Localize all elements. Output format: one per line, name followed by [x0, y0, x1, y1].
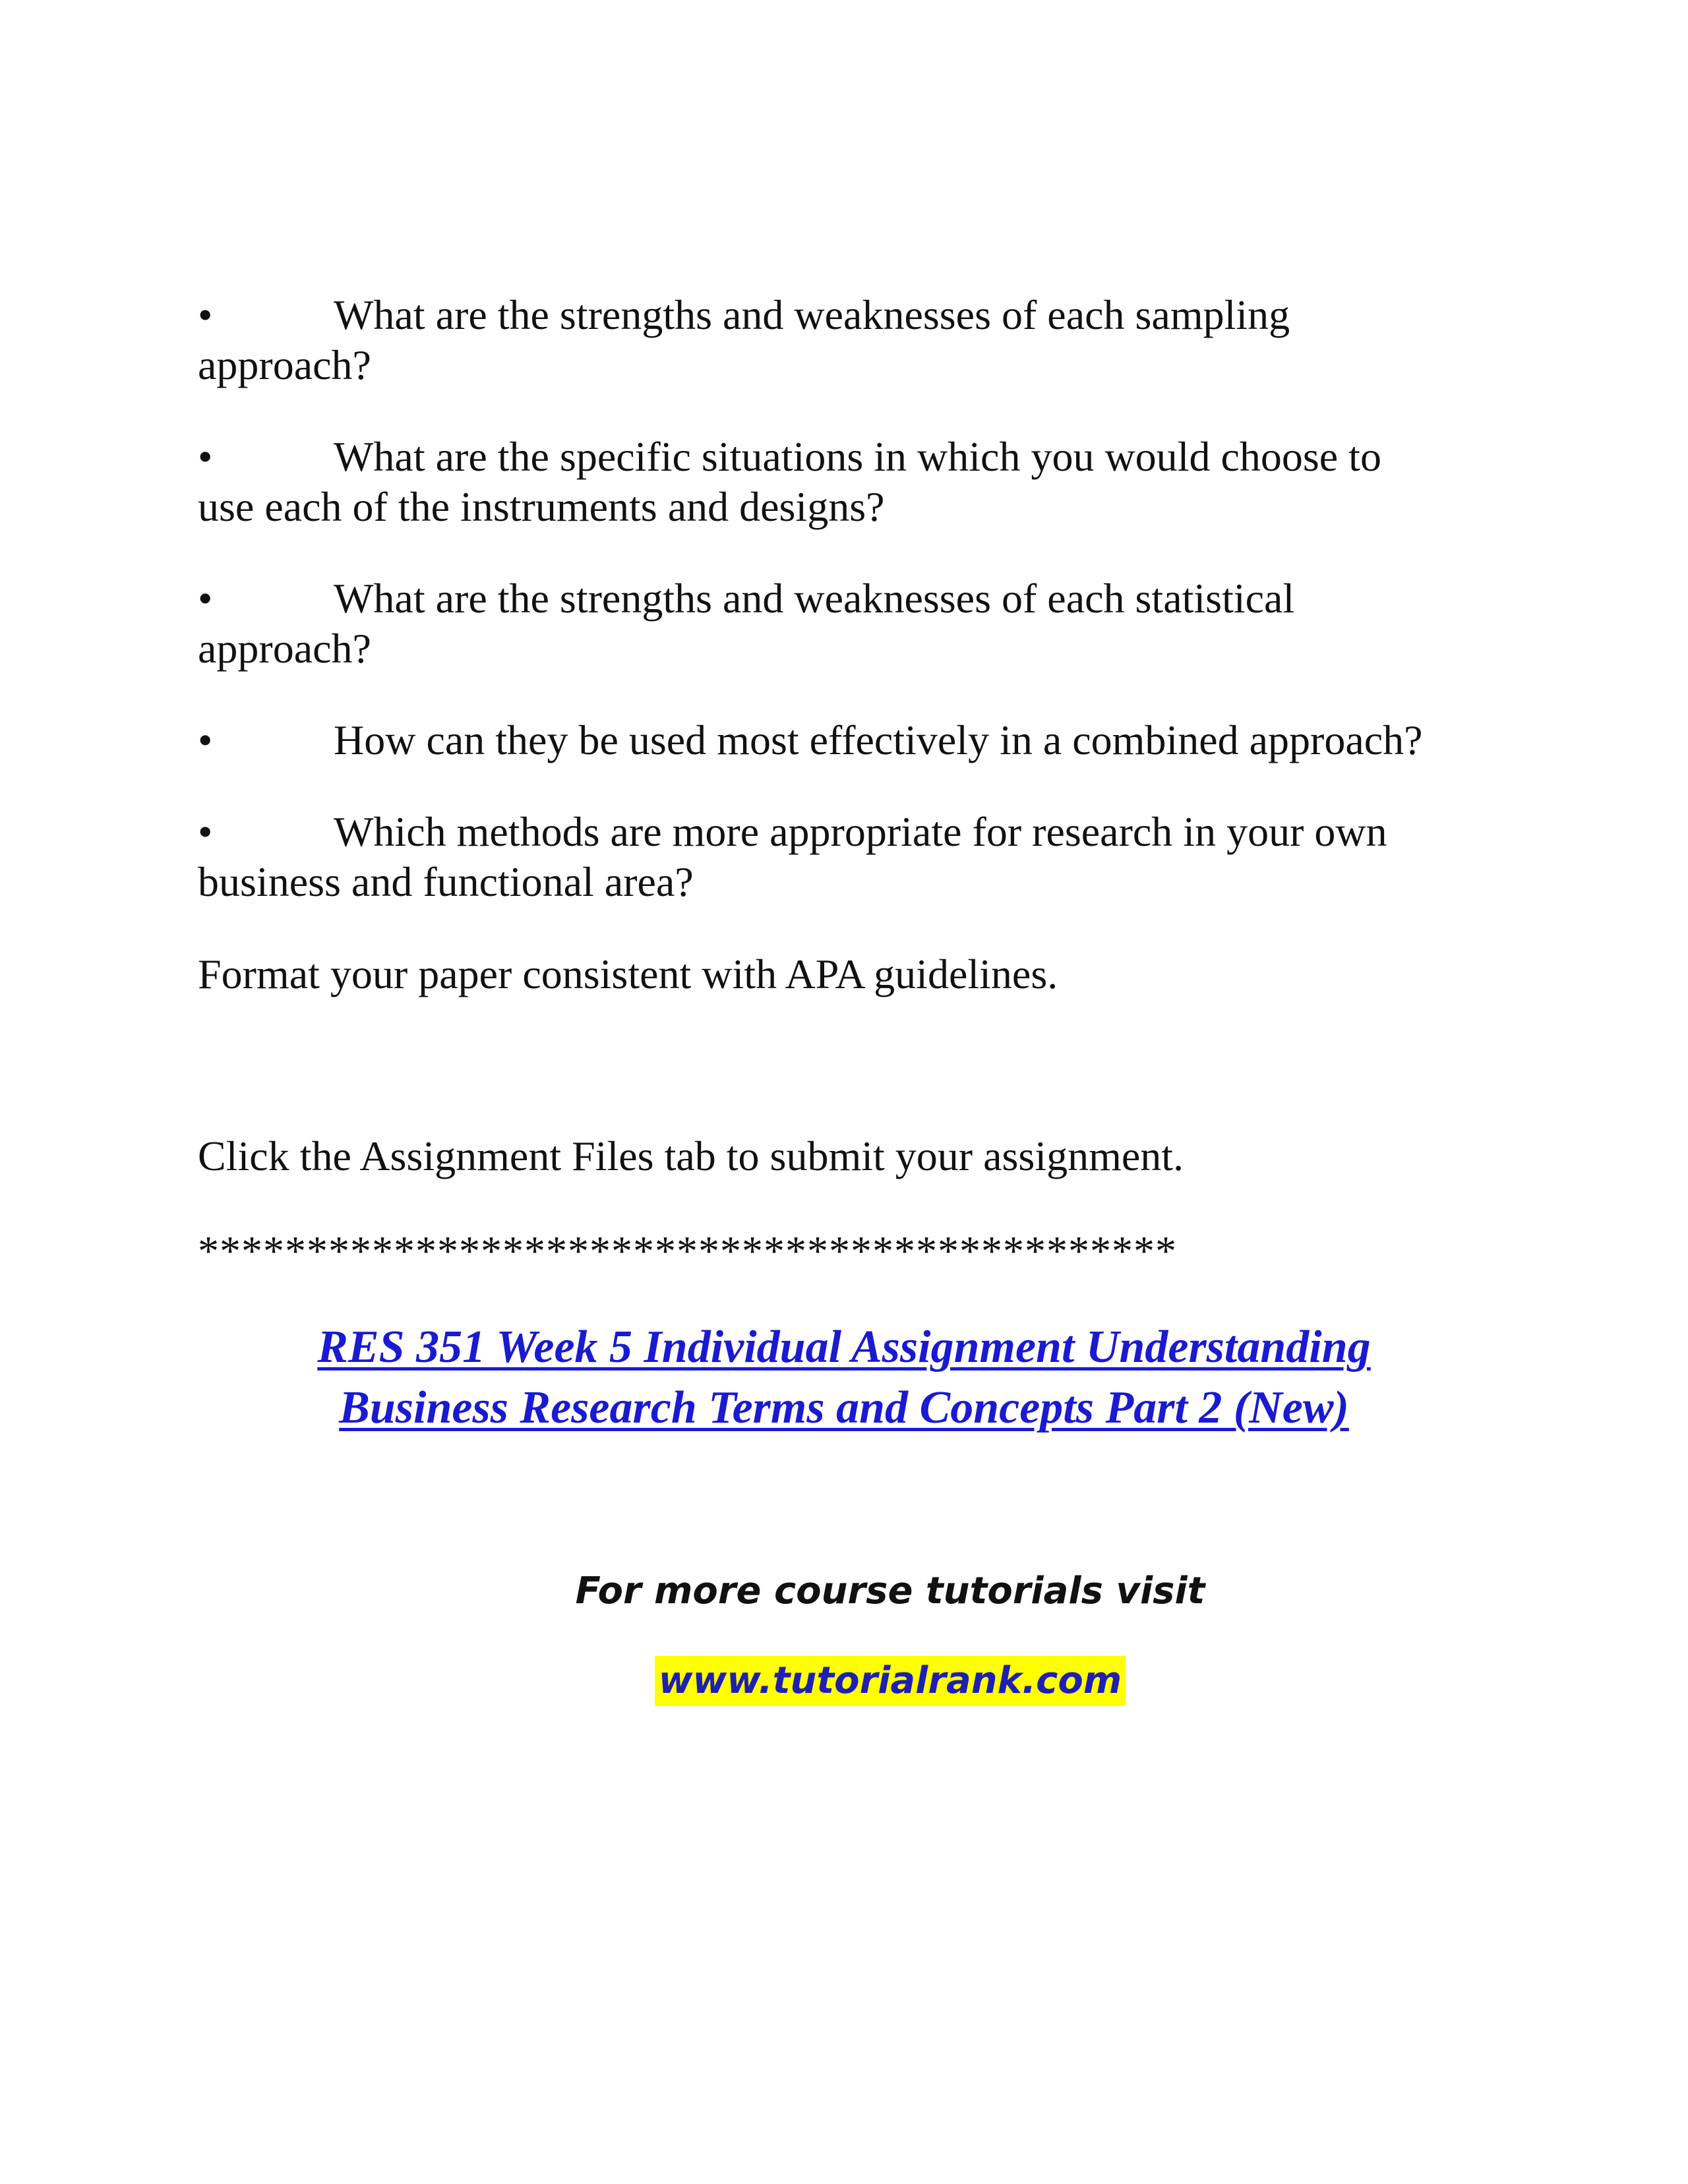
bullet-item: [198, 715, 1490, 765]
assignment-title-line-2[interactable]: Business Research Terms and Concepts Part 2 (New): [339, 1382, 1349, 1433]
promo-text: For more course tutorials visit: [575, 1570, 1205, 1612]
bullet-dot: •: [198, 717, 213, 763]
bullet-item: [198, 574, 1490, 674]
bullet-text: What are the strengths and weaknesses of each statistical: [334, 575, 1295, 622]
bullet-dot: •: [198, 291, 213, 338]
bullet-text: What are the specific situations in which you would choose to: [334, 433, 1381, 480]
bullet-text: How can they be used most effectively in a combined approach?: [334, 717, 1423, 763]
bullet-item: [198, 807, 1490, 907]
bullet-text: What are the strengths and weaknesses of each sampling: [334, 291, 1290, 338]
bullet-item: [198, 290, 1490, 390]
bullet-continuation: approach?: [198, 341, 371, 388]
promo-url-link[interactable]: www.tutorialrank.com: [655, 1656, 1126, 1706]
assignment-title-link[interactable]: [0, 1317, 1688, 1438]
assignment-title-line-1[interactable]: RES 351 Week 5 Individual Assignment Understanding: [317, 1322, 1371, 1372]
bullet-item: [198, 432, 1490, 532]
bullet-dot: •: [198, 575, 213, 622]
bullet-dot: •: [198, 808, 213, 855]
bullet-dot: •: [198, 433, 213, 480]
submit-note: Click the Assignment Files tab to submit your assignment.: [198, 1133, 1184, 1179]
separator: *********************************************: [198, 1227, 1177, 1274]
promo-url-wrapper: [0, 1656, 1688, 1706]
bullet-continuation: business and functional area?: [198, 858, 694, 905]
format-note: Format your paper consistent with APA guidelines.: [198, 951, 1058, 997]
bullet-text: Which methods are more appropriate for research in your own: [334, 808, 1387, 855]
bullet-continuation: use each of the instruments and designs?: [198, 483, 885, 530]
bullet-continuation: approach?: [198, 625, 371, 672]
